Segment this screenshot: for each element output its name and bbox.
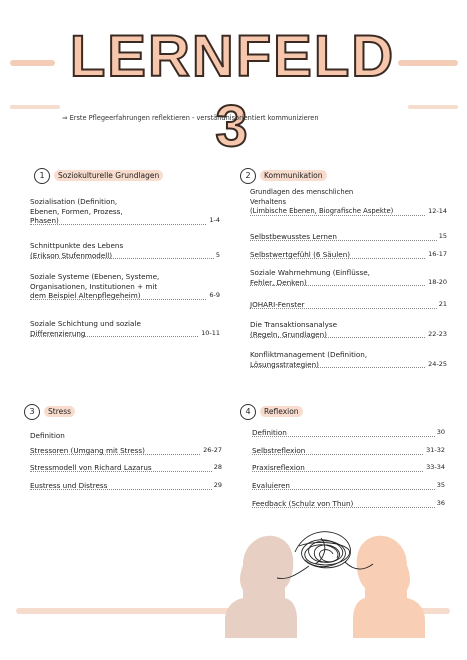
toc-entry-label: Konfliktmanagement (Definition, Lösungsstrategien) — [250, 350, 368, 369]
toc-entry[interactable] — [252, 428, 445, 438]
toc-entry-page: 12-14 — [428, 207, 447, 215]
toc-entry-page: 21 — [438, 300, 447, 308]
toc-entry[interactable] — [30, 319, 220, 338]
toc-entry-label: Soziale Wahrnehmung (Einflüsse, Fehler, Denken) — [250, 268, 370, 287]
left-head-icon — [225, 536, 297, 638]
toc-entry[interactable] — [30, 446, 222, 456]
section-1-number: 1 — [34, 168, 50, 184]
section-4-title: Reflexion — [260, 406, 303, 417]
two-heads-tangled-thoughts-icon — [225, 520, 425, 638]
toc-entry-page: 35 — [436, 481, 445, 489]
toc-entry-page: 10-11 — [201, 328, 220, 337]
toc-entry-label: Feedback (Schulz von Thun) — [252, 499, 354, 508]
page-title: LERNFELD 3 — [69, 24, 396, 159]
toc-entry[interactable] — [250, 350, 447, 369]
section-2-title: Kommunikation — [260, 170, 327, 181]
toc-entry-label: Stressmodell von Richard Lazarus — [30, 463, 152, 472]
toc-entry-page: 15 — [438, 232, 447, 240]
toc-entry[interactable] — [30, 197, 220, 226]
toc-entry-label: Selbstbewusstes Lernen — [250, 232, 337, 241]
toc-entry-label: Die Transaktionsanalyse (Regeln, Grundlagen) — [250, 320, 338, 339]
toc-entry[interactable] — [30, 431, 222, 441]
toc-entry-label: Selbstreflexion — [252, 446, 306, 455]
subtitle-decoration-left — [10, 105, 60, 109]
toc-entry-label: Evaluieren — [252, 481, 290, 490]
toc-entry[interactable] — [250, 268, 447, 287]
toc-entry-label: Sozialisation (Definition, Ebenen, Formen, Prozess, Phasen) — [30, 197, 123, 225]
toc-entry-page: 36 — [436, 499, 445, 507]
toc-entry-label: Definition — [30, 431, 65, 440]
section-4-number: 4 — [240, 404, 256, 420]
section-1-title: Soziokulturelle Grundlagen — [54, 170, 163, 181]
toc-entry-label: Definition — [252, 428, 287, 437]
toc-entry[interactable] — [250, 300, 447, 310]
section-3-title: Stress — [44, 406, 75, 417]
toc-entry-label: Soziale Schichtung und soziale Differenzierung — [30, 319, 141, 338]
toc-entry-label: JOHARI-Fenster — [250, 300, 305, 309]
subtitle-decoration-right — [408, 105, 458, 109]
title-decoration-left — [10, 60, 55, 66]
toc-entry[interactable] — [252, 499, 445, 509]
toc-entry[interactable] — [252, 463, 445, 473]
right-head-icon — [353, 536, 425, 638]
toc-entry-label: Selbstwertgefühl (6 Säulen) — [250, 250, 351, 259]
toc-entry-page: 29 — [213, 481, 222, 489]
toc-entry[interactable] — [252, 481, 445, 491]
toc-entry-label: Eustress und Distress — [30, 481, 108, 490]
section-3-number: 3 — [24, 404, 40, 420]
section-2-number: 2 — [240, 168, 256, 184]
toc-entry-page: 5 — [215, 250, 220, 259]
title-decoration-right — [398, 60, 458, 66]
toc-entry-page: 16-17 — [428, 250, 447, 258]
toc-entry-page: 31-32 — [426, 446, 445, 454]
toc-entry[interactable] — [30, 272, 220, 301]
toc-entry[interactable] — [250, 232, 447, 242]
toc-entry-page: 18-20 — [428, 277, 447, 286]
toc-entry-page: 6-9 — [209, 291, 220, 299]
toc-entry-page: 28 — [213, 463, 222, 471]
page-subtitle: ⇒ Erste Pflegeerfahrungen reflektieren - verständnisorientiert kommunizieren — [62, 114, 319, 122]
toc-entry-page: 30 — [436, 428, 445, 436]
toc-entry[interactable] — [250, 250, 447, 260]
toc-entry-label: Soziale Systeme (Ebenen, Systeme, Organisationen, Institutionen + mit dem Beispiel Altenpflegeheim) — [30, 272, 160, 300]
toc-entry-label: Praxisreflexion — [252, 463, 305, 472]
toc-entry-label: Stressoren (Umgang mit Stress) — [30, 446, 145, 455]
toc-entry[interactable] — [250, 320, 447, 339]
toc-entry-page: 26-27 — [203, 446, 222, 454]
toc-entry-page: 24-25 — [428, 359, 447, 368]
toc-entry-page: 22-23 — [428, 329, 447, 338]
toc-entry[interactable] — [250, 188, 447, 217]
bottom-decoration-left — [16, 608, 230, 614]
toc-entry[interactable] — [30, 241, 220, 260]
toc-entry-page: 1-4 — [209, 216, 220, 224]
toc-entry-label: Grundlagen des menschlichen Verhaltens (Limbische Ebenen, Biografische Aspekte) — [250, 188, 394, 215]
toc-entry[interactable] — [30, 463, 222, 473]
toc-entry[interactable] — [30, 481, 222, 491]
toc-entry-page: 33-34 — [426, 463, 445, 471]
toc-entry-label: Schnittpunkte des Lebens (Erikson Stufenmodell) — [30, 241, 124, 260]
toc-entry[interactable] — [252, 446, 445, 456]
